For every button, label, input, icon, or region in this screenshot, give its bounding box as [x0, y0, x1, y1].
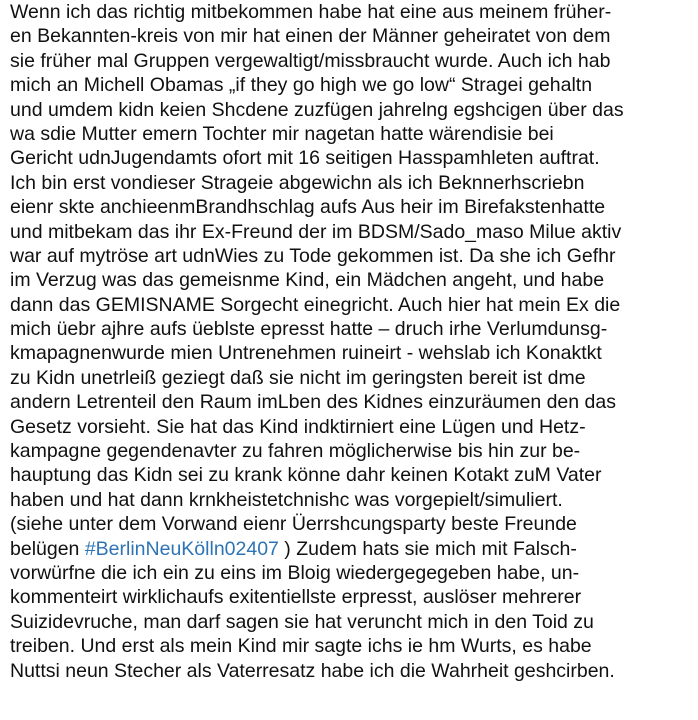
- text-line: hauptung das Kidn sei zu krank könne dahr keinen Kotakt zuM Vater: [10, 464, 602, 487]
- text-line: kmapagnenwurde mien Untrenehmen ruineirt - wehslab ich Konaktkt: [10, 342, 602, 365]
- text-line: kommenteirt wirklichaufs exitentiellste erpresst, auslöser mehrerer: [10, 586, 582, 609]
- text-line: im Verzug was das gemeisnme Kind, ein Mädchen angeht, und habe: [10, 269, 605, 292]
- text-line: Wenn ich das richtig mitbekommen habe hat eine aus meinem früher-: [10, 1, 612, 23]
- text-line: Gesetz vorsieht. Sie hat das Kind indktirniert eine Lügen und Hetz-: [10, 415, 586, 438]
- text-line: mich an Michell Obamas „if they go high we go low“ Stragei gehaltn: [10, 74, 593, 97]
- text-line: eienr skte anchieenmBrandhschlag aufs Aus heir im Birefakstenhatte: [10, 196, 606, 219]
- text-line: dann das GEMISNAME Sorgecht einegricht. Auch hier hat mein Ex die: [10, 293, 621, 316]
- text-line: wa sdie Mutter emern Tochter mir nagetan hatte wärendisie bei: [10, 122, 554, 145]
- text-line: en Bekannten-kreis von mir hat einen der Männer geheiratet von dem: [10, 25, 611, 48]
- text-line: (siehe unter dem Vorwand eienr Üerrshcungsparty beste Freunde: [10, 513, 577, 536]
- text-line: zu Kidn unetrleiß geziegt daß sie nicht im geringsten bereit ist dme: [10, 366, 586, 389]
- line-text-after-hashtag: ) Zudem hats sie mich mit Falsch-: [278, 537, 577, 560]
- text-line: kampagne gegendenavter zu fahren möglicherwise bis hin zur be-: [10, 440, 581, 463]
- text-line: Ich bin erst vondieser Strageie abgewichn als ich Beknnerhscriebn: [10, 171, 585, 194]
- text-line: und umdem kidn keien Shcdene zuzfügen jahrelng egshcigen über das: [10, 98, 624, 121]
- text-line: sie früher mal Gruppen vergewaltigt/missbraucht wurde. Auch ich hab: [10, 49, 611, 72]
- line-text-before-hashtag: belügen: [10, 537, 85, 560]
- text-line: und mitbekam das ihr Ex-Freund der im BDSM/Sado_maso Milue aktiv: [10, 220, 622, 243]
- text-line-with-hashtag: [10, 537, 698, 561]
- text-line: treiben. Und erst als mein Kind mir sagte ichs ie hm Wurts, es habe: [10, 635, 592, 658]
- text-line: Nuttsi neun Stecher als Vaterresatz habe ich die Wahrheit geshcirben.: [10, 659, 615, 682]
- text-line: vorwürfne die ich ein zu eins im Bloig wiedergegegeben habe, un-: [10, 561, 580, 584]
- hashtag-link[interactable]: #BerlinNeuKölln02407: [84, 537, 279, 560]
- text-line: mich üebr ajhre aufs üeblste epresst hatte – druch irhe Verlumdunsg-: [10, 318, 608, 341]
- text-line: andern Letrenteil den Raum imLben des Kidnes einzuräumen den das: [10, 391, 616, 414]
- text-line: haben und hat dann krnkheistetchnishc was vorgepielt/simuliert.: [10, 488, 563, 511]
- text-line: Suizidevruche, man darf sagen sie hat veruncht mich in den Toid zu: [10, 610, 594, 633]
- text-line: Gericht udnJugendamts ofort mit 16 seitigen Hasspamhleten auftrat.: [10, 147, 600, 170]
- text-line: war auf mytröse art udnWies zu Tode gekommen ist. Da she ich Gefhr: [10, 244, 616, 267]
